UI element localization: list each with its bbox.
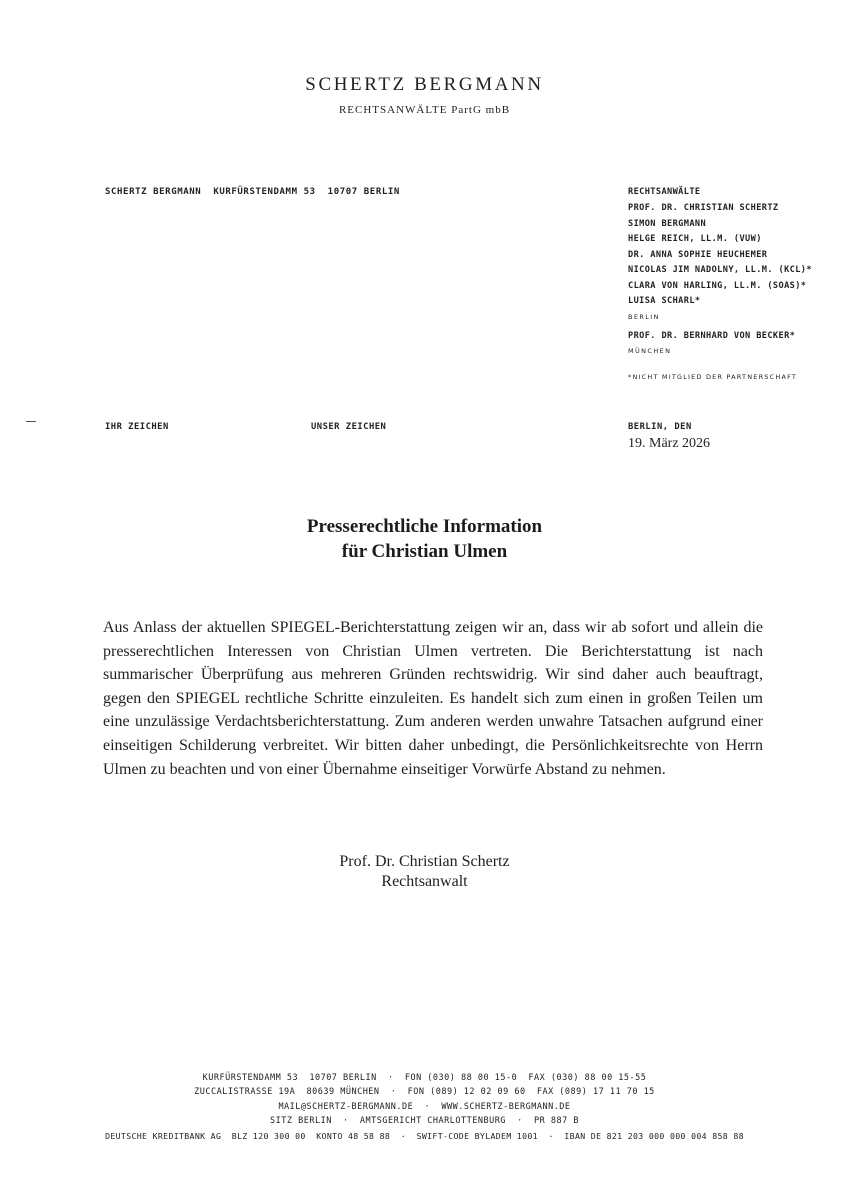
your-reference-label: IHR ZEICHEN bbox=[105, 422, 169, 432]
footer-web-contact: MAIL@SCHERTZ-BERGMANN.DE · WWW.SCHERTZ-BERGMANN.DE bbox=[278, 1101, 571, 1112]
signatory-title: Rechtsanwalt bbox=[381, 873, 468, 890]
footer-bank-details: DEUTSCHE KREDITBANK AG BLZ 120 300 00 KONTO 48 58 88 · SWIFT-CODE BYLADEM 1001 · IBAN DE 821 203 000 000 004 858 88 bbox=[105, 1130, 744, 1141]
partner-name: HELGE REICH, LL.M. (VUW) bbox=[628, 234, 762, 244]
document-title bbox=[0, 514, 849, 564]
footer bbox=[0, 1071, 849, 1143]
fold-mark bbox=[26, 421, 36, 422]
partner-name: NICOLAS JIM NADOLNY, LL.M. (KCL)* bbox=[628, 265, 812, 275]
office-label-munich: MÜNCHEN bbox=[628, 347, 672, 355]
partner-name: CLARA VON HARLING, LL.M. (SOAS)* bbox=[628, 280, 807, 291]
firm-subtitle: RECHTSANWÄLTE PartG mbB bbox=[338, 104, 511, 116]
title-line-1: Presserechtliche Information bbox=[306, 516, 543, 537]
signatory-name: Prof. Dr. Christian Schertz bbox=[339, 853, 510, 870]
firm-name: SCHERTZ BERGMANN bbox=[305, 74, 544, 95]
partner-name: LUISA SCHARL* bbox=[628, 296, 701, 306]
partner-name: SIMON BERGMANN bbox=[628, 218, 707, 229]
sender-address-line: SCHERTZ BERGMANN KURFÜRSTENDAMM 53 10707 BERLIN bbox=[105, 187, 400, 197]
partner-name: PROF. DR. BERNHARD VON BECKER* bbox=[628, 330, 796, 341]
footer-munich-contact: ZUCCALISTRASSE 19A 80639 MÜNCHEN · FON (089) 12 02 09 60 FAX (089) 17 11 70 15 bbox=[194, 1087, 655, 1098]
letter-body: Aus Anlass der aktuellen SPIEGEL-Berichterstattung zeigen wir an, dass wir ab sofort und allein die presserechtlichen Interessen von Christian Ulmen vertreten. Die Berichterstattung ist nach summarischer Überprüfung aus mehreren Gründen rechtswidrig. Wir sind daher auch beauftragt, gegen den SPIEGEL rechtliche Schritte einzuleiten. Es handelt sich zum einen in großen Teilen um eine unzulässige Verdachtsberichterstattung. Zum anderen werden unwahre Tatsachen aufgrund einer einseitigen Schilderung verbreitet. Wir bitten daher unbedingt, die Persönlichkeitsrechte von Herrn Ulmen zu beachten und von einer Übernahme einseitiger Vorwürfe Abstand zu nehmen. bbox=[103, 619, 763, 778]
footer-registry: SITZ BERLIN · AMTSGERICHT CHARLOTTENBURG · PR 887 B bbox=[270, 1116, 579, 1127]
partner-name: DR. ANNA SOPHIE HEUCHEMER bbox=[628, 249, 768, 260]
partner-list-header: RECHTSANWÄLTE bbox=[628, 187, 701, 197]
partnership-footnote: *NICHT MITGLIED DER PARTNERSCHAFT bbox=[628, 373, 798, 381]
title-line-2: für Christian Ulmen bbox=[341, 541, 508, 562]
partner-list bbox=[628, 187, 843, 381]
office-label-berlin: BERLIN bbox=[628, 312, 660, 321]
letter-date: 19. März 2026 bbox=[628, 436, 711, 451]
signature-block bbox=[0, 852, 849, 892]
footer-berlin-contact: KURFÜRSTENDAMM 53 10707 BERLIN · FON (030) 88 00 15-0 FAX (030) 88 00 15-55 bbox=[202, 1073, 647, 1083]
partner-name: PROF. DR. CHRISTIAN SCHERTZ bbox=[628, 203, 779, 213]
place-date-label: BERLIN, DEN bbox=[628, 422, 692, 432]
our-reference-label: UNSER ZEICHEN bbox=[311, 422, 387, 432]
